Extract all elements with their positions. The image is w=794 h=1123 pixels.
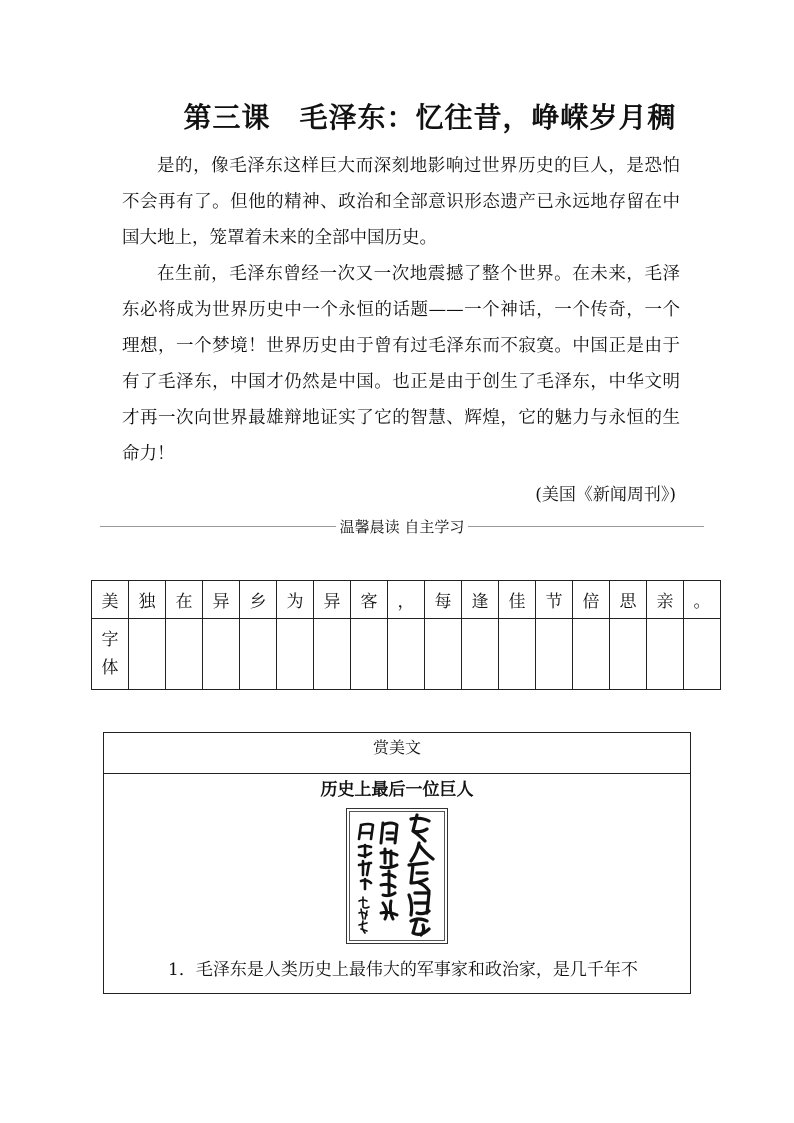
calligraphy-practice-table	[91, 580, 721, 690]
practice-cell[interactable]	[499, 619, 536, 690]
intro-paragraph-2: 在生前，毛泽东曾经一次又一次地震撼了整个世界。在未来，毛泽东必将成为世界历史中一个永恒的话题——一个神话，一个传奇，一个理想，一个梦境！世界历史由于曾有过毛泽东而不寂寞。中国正是由于有了毛泽东，中国才仍然是中国。也正是由于创生了毛泽东，中华文明才再一次向世界最雄辩地证实了它的智慧、辉煌，它的魅力与永恒的生命力！	[122, 264, 680, 464]
practice-cell[interactable]	[647, 619, 684, 690]
poem-char: 。	[684, 581, 721, 619]
practice-cell[interactable]	[462, 619, 499, 690]
practice-cell[interactable]	[610, 619, 647, 690]
practice-cell[interactable]	[314, 619, 351, 690]
poem-char: 异	[203, 581, 240, 619]
intro-text	[122, 148, 680, 472]
row-label-char: 体	[101, 658, 119, 678]
poem-char: 每	[425, 581, 462, 619]
poem-char: 乡	[240, 581, 277, 619]
practice-cell[interactable]	[684, 619, 721, 690]
intro-source: (美国《新闻周刊》)	[535, 485, 676, 505]
appreciation-box	[103, 732, 691, 994]
practice-cell[interactable]	[573, 619, 610, 690]
article-title: 历史上最后一位巨人	[320, 780, 474, 800]
practice-cell[interactable]	[203, 619, 240, 690]
article-first-paragraph: 1．毛泽东是人类历史上最伟大的军事家和政治家，是几千年不	[168, 960, 638, 980]
poem-char: 逢	[462, 581, 499, 619]
row-header-cell: 美	[92, 581, 129, 619]
practice-cell[interactable]	[277, 619, 314, 690]
practice-row	[92, 619, 721, 690]
practice-cell[interactable]	[240, 619, 277, 690]
calligraphy-image	[346, 808, 448, 944]
poem-char: 为	[277, 581, 314, 619]
practice-cell[interactable]	[388, 619, 425, 690]
row-label-cell	[92, 619, 129, 690]
poem-char: ，	[388, 581, 425, 619]
poem-char: 思	[610, 581, 647, 619]
poem-char: 独	[129, 581, 166, 619]
poem-characters-row	[92, 581, 721, 619]
poem-char: 客	[351, 581, 388, 619]
calligraphy-strokes	[347, 809, 447, 943]
appreciation-box-header: 赏美文	[104, 733, 690, 774]
practice-cell[interactable]	[536, 619, 573, 690]
poem-char: 倍	[573, 581, 610, 619]
section-divider	[100, 516, 704, 536]
intro-paragraph-1: 是的，像毛泽东这样巨大而深刻地影响过世界历史的巨人，是恐怕不会再有了。但他的精神、政治和全部意识形态遗产已永远地存留在中国大地上，笼罩着未来的全部中国历史。	[122, 156, 680, 248]
row-label-char: 字	[101, 630, 119, 650]
divider-line-left	[100, 526, 336, 527]
poem-char: 佳	[499, 581, 536, 619]
section-divider-label: 温馨晨读 自主学习	[339, 517, 465, 536]
practice-cell[interactable]	[425, 619, 462, 690]
practice-cell[interactable]	[129, 619, 166, 690]
poem-char: 亲	[647, 581, 684, 619]
poem-char: 在	[166, 581, 203, 619]
poem-char: 异	[314, 581, 351, 619]
divider-line-right	[468, 526, 704, 527]
practice-cell[interactable]	[351, 619, 388, 690]
lesson-title: 第三课 毛泽东：忆往昔，峥嵘岁月稠	[183, 101, 677, 134]
poem-char: 节	[536, 581, 573, 619]
practice-cell[interactable]	[166, 619, 203, 690]
